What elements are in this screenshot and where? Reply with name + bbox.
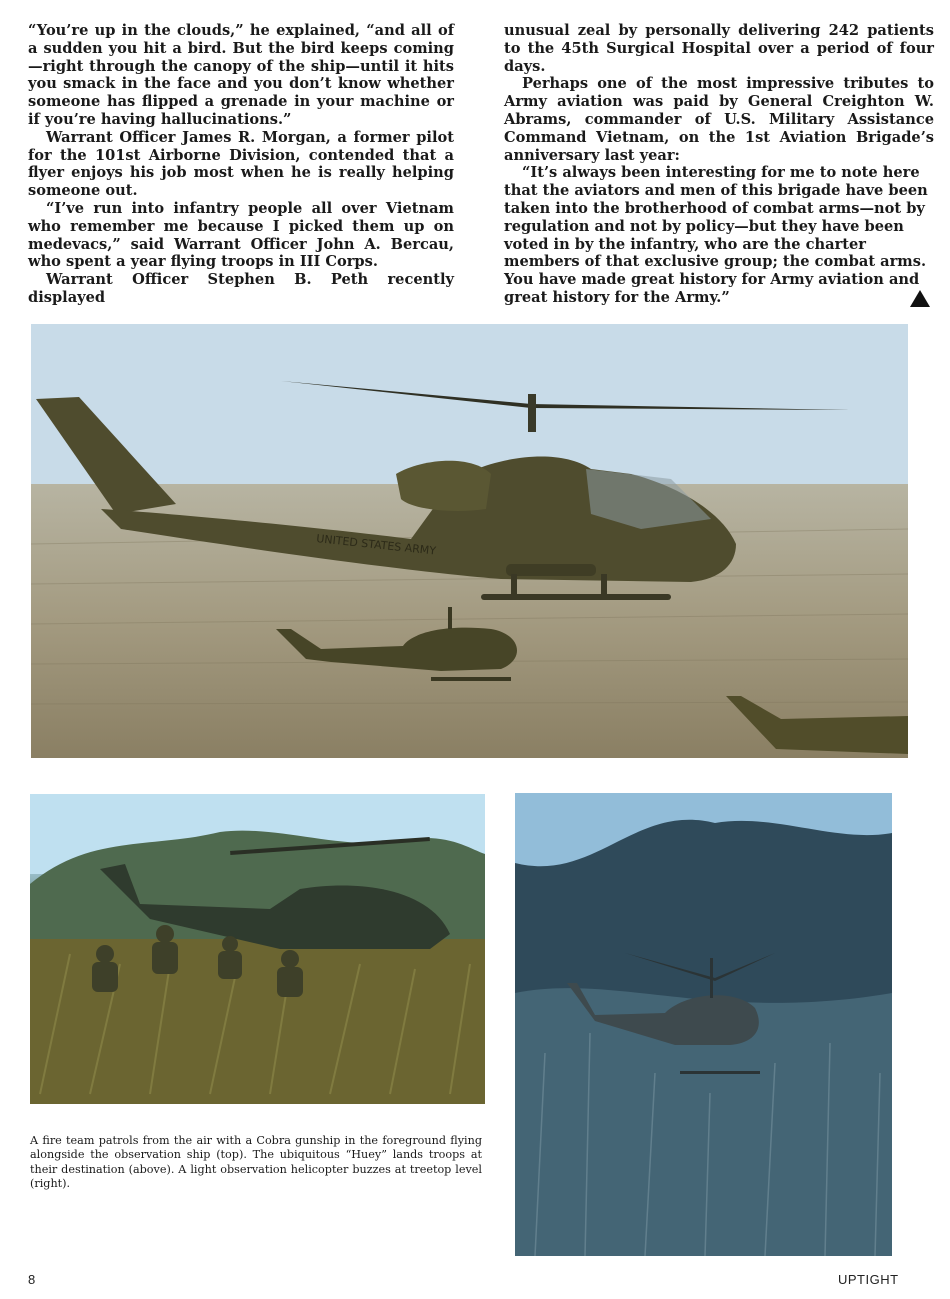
article-paragraph: “You’re up in the clouds,” he explained, “and all of a sudden you hit a bird. But the bird keeps coming—right through the canopy of the ship—until it hits you smack in the face and you don’t know whether someone has flipped a grenade in your machine or if you’re having hallucinations.” xyxy=(28,22,454,128)
article-paragraph: Warrant Officer Stephen B. Peth recently displayed xyxy=(28,271,454,306)
huey-landing-illustration xyxy=(30,794,485,1104)
end-of-article-triangle-icon xyxy=(910,290,930,307)
article-paragraph: “I’ve run into infantry people all over Vietnam who remember me because I picked them up on medevacs,” said Warrant Officer John A. Bercau, who spent a year flying troops in III Corps. xyxy=(28,199,454,271)
photo-cobra-gunship xyxy=(31,324,908,758)
article-right-column xyxy=(504,22,934,307)
article-paragraph: “It’s always been interesting for me to note here that the aviators and men of this brigade have been taken into the brotherhood of combat arms—not by regulation and not by policy—but they have been voted in by the infantry, who are the charter members of that exclusive group; the combat arms. You have made great history for Army aviation and great history for the Army.” xyxy=(504,164,928,306)
photo-caption: A fire team patrols from the air with a Cobra gunship in the foreground flying alongside the observation ship (top). The ubiquitous “Huey” lands troops at their destination (above). A light observation helicopter buzzes at treetop level (right). xyxy=(30,1134,482,1191)
article-paragraph: Warrant Officer James R. Morgan, a former pilot for the 101st Airborne Division, contended that a flyer enjoys his job most when he is really helping someone out. xyxy=(28,128,454,200)
photo-observation-helicopter xyxy=(515,793,892,1256)
cobra-scene-illustration xyxy=(31,324,908,758)
page-number: 8 xyxy=(28,1272,36,1287)
loach-illustration xyxy=(515,793,892,1256)
article-paragraph: unusual zeal by personally delivering 242 patients to the 45th Surgical Hospital over a period of four days. xyxy=(504,22,934,75)
fuselage-lettering: UNITED STATES ARMY xyxy=(315,532,437,558)
article-left-column xyxy=(28,22,454,307)
photo-huey-landing xyxy=(30,794,485,1104)
magazine-name: UPTIGHT xyxy=(838,1272,899,1287)
article-paragraph: Perhaps one of the most impressive tributes to Army aviation was paid by General Creighton W. Abrams, commander of U.S. Military Assistance Command Vietnam, on the 1st Aviation Brigade’s anniversary last year: xyxy=(504,75,934,164)
